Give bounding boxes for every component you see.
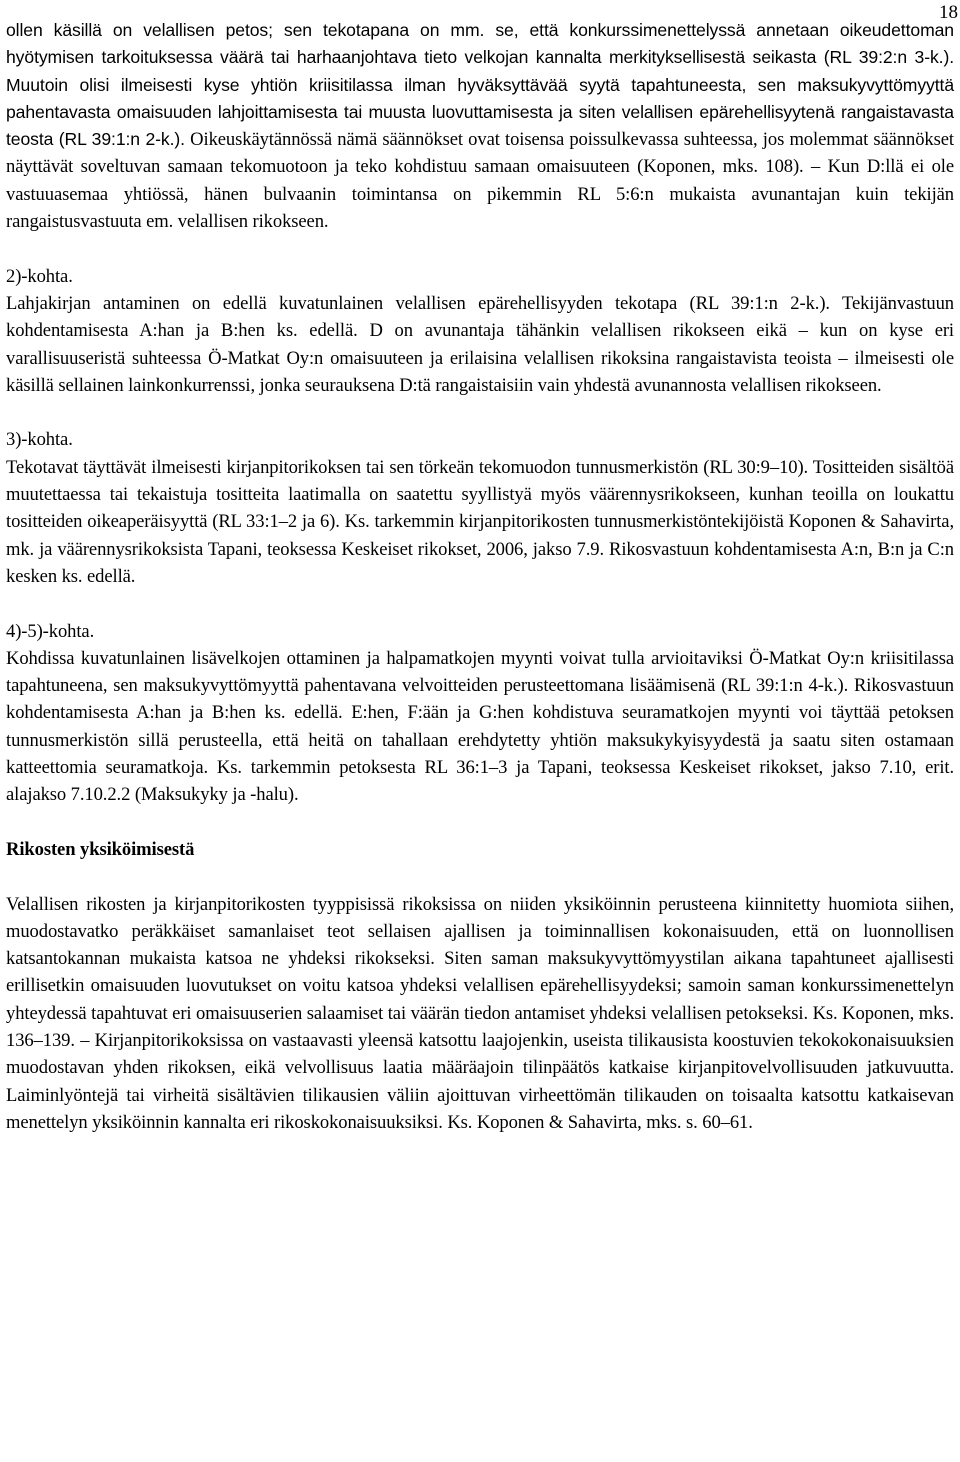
page-number: 18: [939, 2, 958, 23]
intro-paragraph: [6, 17, 954, 235]
section-2-text: Lahjakirjan antaminen on edellä kuvatunlainen velallisen epärehellisyyden tekotapa (RL 39:1:n 2-k.). Tekijänvastuun kohdentamisesta A:han ja B:hen ks. edellä. D on avunantaja tähänkin velallisen rikokseen eikä – kun on kyse eri varallisuuseristä suhteessa Ö-Matkat Oy:n omaisuuteen ja erilaisina velallisen rikoksina rangaistavista teoista – ilmeisesti ole käsillä sellainen lainkonkurrenssi, jonka seurauksena D:tä rangaistaisiin vain yhdestä avunannosta velallisen rikokseen.: [6, 292, 954, 396]
intro-sans-text: ollen käsillä on velallisen petos; sen tekotapana on mm. se, että konkurssimenettelyssä annetaan oikeudettoman hyötymisen tarkoituksessa väärä tai harhaanjohtava tieto velkojan kannalta merkityksellisestä seikasta (RL 39:2:n 3-k.). Muutoin olisi ilmeisesti kyse yhtiön kriisitilassa ilman hyväksyttävää syytä tapahtuneesta, sen maksukyvyttömyyttä pahentavasta omaisuuden lahjoittamisesta tai muusta luovuttamisesta ja siten velallisen epärehellisyytenä rangaistavasta teosta (RL 39:1:n 2-k.).: [6, 20, 954, 150]
paragraph-gap: [6, 863, 954, 890]
section-4-5-text: Kohdissa kuvatunlainen lisävelkojen ottaminen ja halpamatkojen myynti voivat tulla arvioitaviksi Ö-Matkat Oy:n kriisitilassa tapahtuneena, sen maksukyvyttömyyttä pahentavana velvoitteiden perusteettomana lisäämisenä (RL 39:1:n 4-k.). Rikosvastuun kohdentamisesta A:han ja B:hen ks. edellä. E:hen, F:ään ja G:hen kohdistuva seuramatkojen myynti voi täyttää petoksen tunnusmerkistön sillä perusteella, että heitä on tahallaan erehdytetty yhtiön maksukykyisyydestä ja saatu siten ostamaan katteettomia seuramatkoja. Ks. tarkemmin petoksesta RL 36:1–3 ja Tapani, teoksessa Keskeiset rikokset, jakso 7.10, erit. alajakso 7.10.2.2 (Maksukyky ja -halu).: [6, 647, 954, 806]
section-heading: Rikosten yksiköimisestä: [6, 838, 195, 860]
section-4-5-label: 4)-5)-kohta.: [6, 620, 95, 642]
document-body: [6, 17, 954, 1136]
final-paragraph: Velallisen rikosten ja kirjanpitorikosten tyyppisissä rikoksissa on niiden yksiköinnin perusteena kiinnitetty huomiota siihen, muodostavatko peräkkäiset samanlaiset teot sellaisen ajallisen ja toiminnallisen kokonaisuuden, että on luonnollisen katsantokannan mukaista katsoa ne yhdeksi rikokseksi. Siten saman maksukyvyttömyystilan aikana tapahtuneet ajallisesti erillisetkin omaisuuden luovutukset on voitu katsoa yhdeksi velallisen epärehellisyydeksi; samoin saman konkurssimenettelyn yhteydessä tapahtuvat eri omaisuuserien salaamiset tai väärän tiedon antamiset yhdeksi velallisen petokseksi. Ks. Koponen, mks. 136–139. – Kirjanpitorikoksissa on vastaavasti yleensä katsottu laajojenkin, useista tilikausista koostuvien tekokokonaisuuksien muodostavan yhden rikoksen, eikä velvollisuus laatia määräajoin tilinpäätös katkaise kirjanpitovelvollisuuden jatkuvuutta. Laiminlyöntejä tai virheitä sisältävien tilikausien väliin ajoittuvan virheettömän tilikauden on toisaalta katsottu katkaisevan menettelyn yksiköinnin kannalta eri rikoskokonaisuuksiksi. Ks. Koponen & Sahavirta, mks. s. 60–61.: [6, 893, 954, 1133]
intro-serif-text: Oikeuskäytännössä nämä säännökset ovat toisensa poissulkevassa suhteessa, jos molemmat säännökset näyttävät soveltuvan samaan tekomuotoon ja teko kohdistuu samaan omaisuuteen (Koponen, mks. 108). – Kun D:llä ei ole vastuuasemaa yhtiössä, hänen bulvaanin toimintansa on pikemmin RL 5:6:n mukaista avunantajan kuin tekijän rangaistusvastuuta em. velallisen rikokseen.: [6, 129, 954, 233]
paragraph-gap: [6, 590, 954, 617]
section-3-label: 3)-kohta.: [6, 429, 73, 451]
paragraph-gap: [6, 235, 954, 262]
paragraph-gap: [6, 809, 954, 836]
section-3-text: Tekotavat täyttävät ilmeisesti kirjanpitorikoksen tai sen törkeän tekomuodon tunnusmerkistön (RL 30:9–10). Tositteiden sisältöä muutettaessa tai tekaistuja tositteita laatimalla on saatettu syyllistyä myös väärennysrikokseen, kunhan teoilla on loukattu tositteiden oikeaperäisyyttä (RL 33:1–2 ja 6). Ks. tarkemmin kirjanpitorikosten tunnusmerkistöntekijöistä Koponen & Sahavirta, mk. ja väärennysrikoksista Tapani, teoksessa Keskeiset rikokset, 2006, jakso 7.9. Rikosvastuun kohdentamisesta A:n, B:n ja C:n kesken ks. edellä.: [6, 456, 954, 587]
paragraph-gap: [6, 399, 954, 426]
section-2-label: 2)-kohta.: [6, 265, 73, 287]
